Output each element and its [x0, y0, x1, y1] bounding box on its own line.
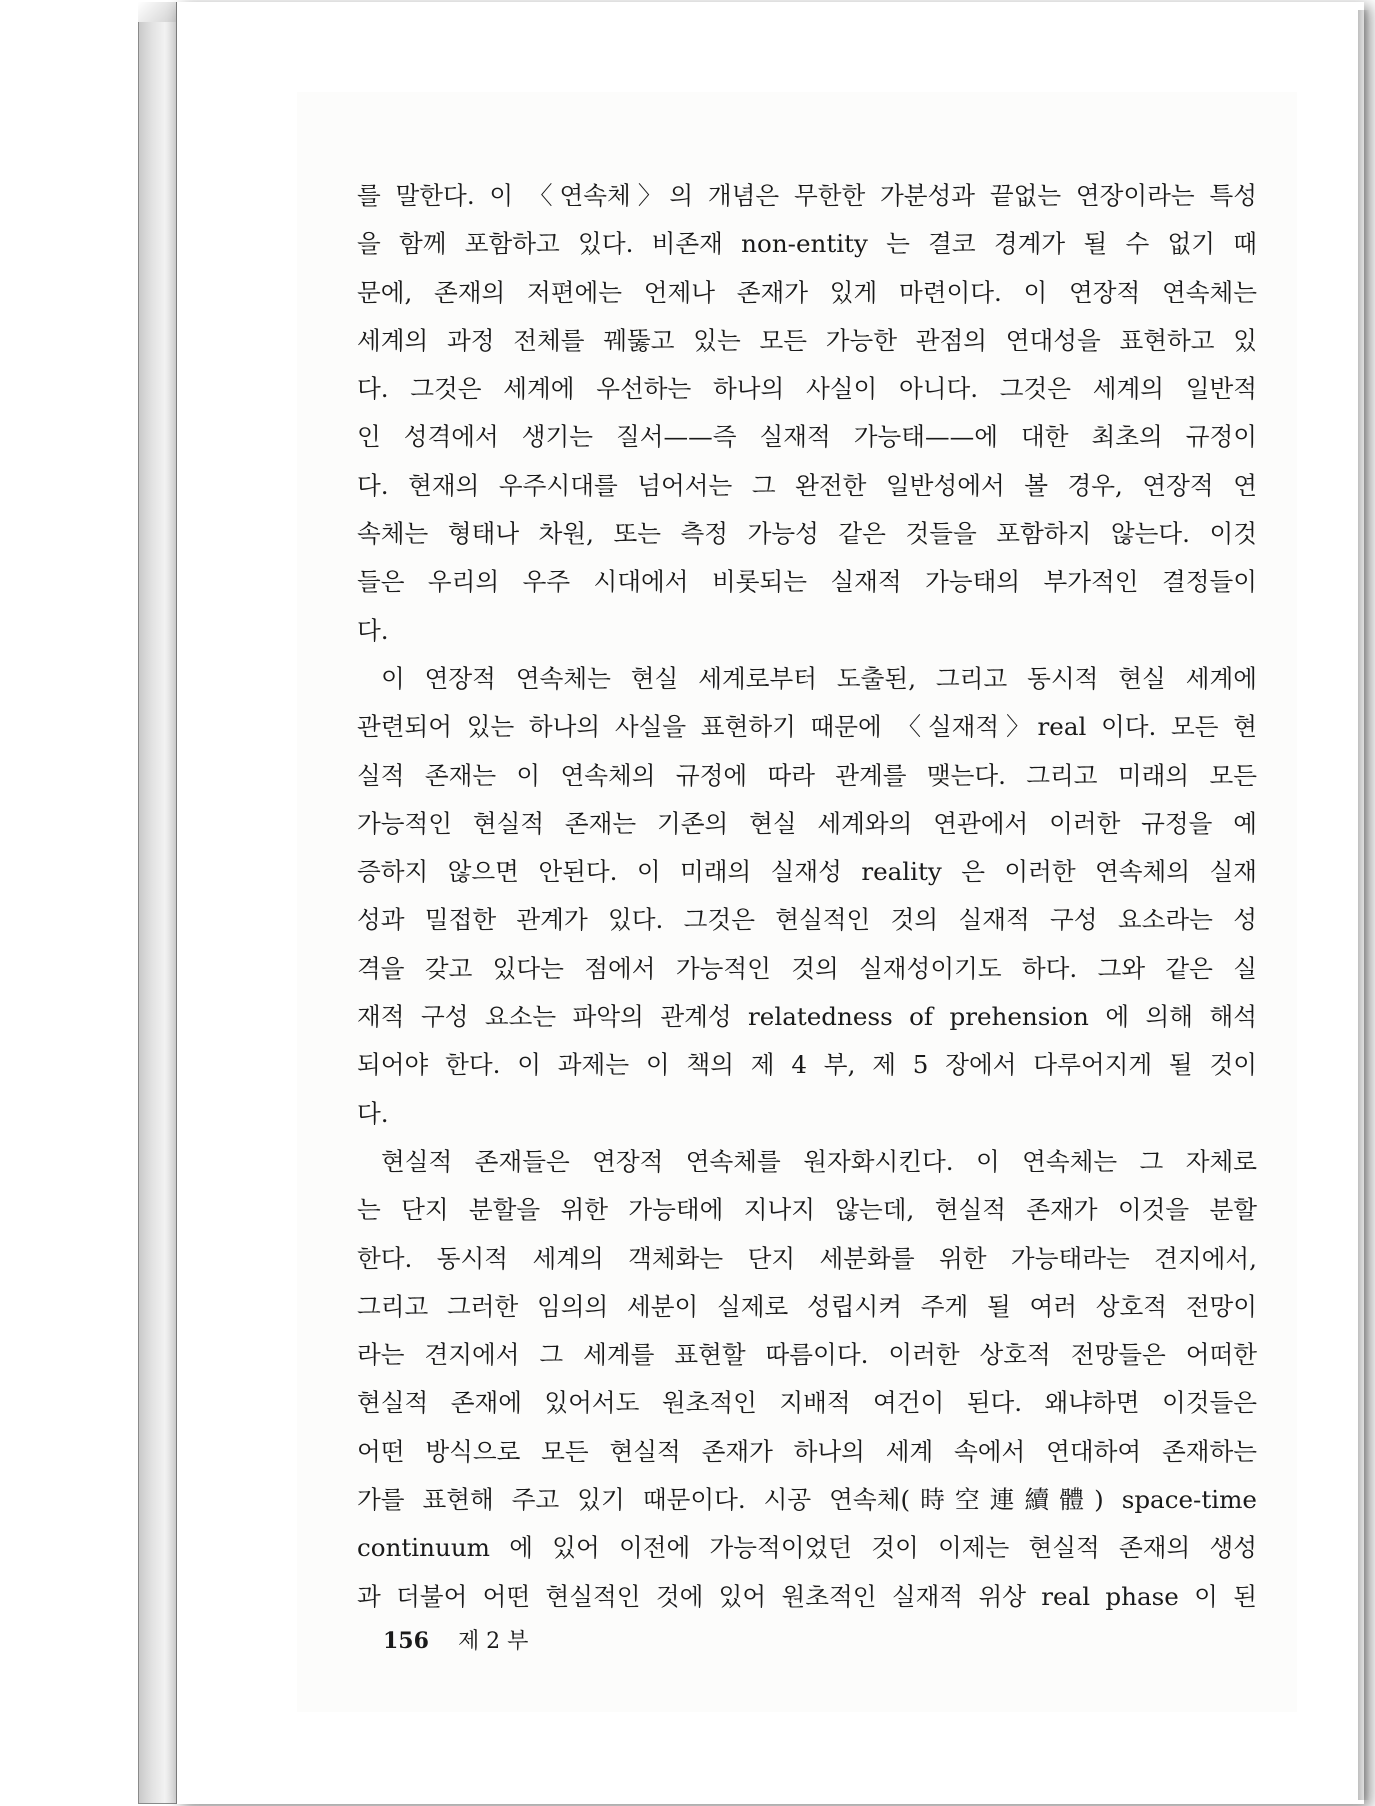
text-line: 세계의 과정 전체를 꿰뚫고 있는 모든 가능한 관점의 연대성을 표현하고 있 [357, 325, 1257, 355]
text-line: continuum 에 있어 이전에 가능적이었던 것이 이제는 현실적 존재의 생성 [357, 1533, 1257, 1563]
text-line: 다. 그것은 세계에 우선하는 하나의 사실이 아니다. 그것은 세계의 일반적 [357, 374, 1257, 404]
text-line: 들은 우리의 우주 시대에서 비롯되는 실재적 가능태의 부가적인 결정들이 [357, 567, 1257, 597]
text-line: 다. 현재의 우주시대를 넘어서는 그 완전한 일반성에서 볼 경우, 연장적 연 [357, 470, 1257, 500]
text-line: 현실적 존재에 있어서도 원초적인 지배적 여건이 된다. 왜냐하면 이것들은 [357, 1388, 1257, 1418]
paragraph-2 [357, 655, 1257, 1138]
text-line: 속체는 형태나 차원, 또는 측정 가능성 같은 것들을 포함하지 않는다. 이것 [357, 519, 1257, 549]
text-line: 과 더불어 어떤 현실적인 것에 있어 원초적인 실재적 위상 real phase 이 된 [357, 1581, 1257, 1611]
text-line: 재적 구성 요소는 파악의 관계성 relatedness of prehension 에 의해 해석 [357, 1002, 1257, 1032]
text-line: 다. [357, 1098, 389, 1128]
text-line: 을 함께 포함하고 있다. 비존재 non-entity 는 결코 경계가 될 수 없기 때 [357, 229, 1257, 259]
text-line: 실적 존재는 이 연속체의 규정에 따라 관계를 맺는다. 그리고 미래의 모든 [357, 760, 1257, 790]
text-line: 증하지 않으면 안된다. 이 미래의 실재성 reality 은 이러한 연속체의 실재 [357, 857, 1257, 887]
text-line: 한다. 동시적 세계의 객체화는 단지 세분화를 위한 가능태라는 견지에서, [357, 1243, 1257, 1273]
text-line: 현실적 존재들은 연장적 연속체를 원자화시킨다. 이 연속체는 그 자체로 [381, 1146, 1257, 1176]
paragraph-1 [357, 172, 1257, 655]
text-line: 가를 표현해 주고 있기 때문이다. 시공 연속체(時空連續體) space-time [357, 1485, 1257, 1515]
page-footer [383, 1624, 528, 1655]
text-line: 격을 갖고 있다는 점에서 가능적인 것의 실재성이기도 하다. 그와 같은 실 [357, 953, 1257, 983]
text-line: 는 단지 분할을 위한 가능태에 지나지 않는데, 현실적 존재가 이것을 분할 [357, 1195, 1257, 1225]
page-number: 156 [383, 1628, 429, 1654]
text-line: 성과 밀접한 관계가 있다. 그것은 현실적인 것의 실재적 구성 요소라는 성 [357, 905, 1257, 935]
text-line: 그리고 그러한 임의의 세분이 실제로 성립시켜 주게 될 여러 상호적 전망이 [357, 1291, 1257, 1321]
text-line: 를 말한다. 이 〈연속체〉의 개념은 무한한 가분성과 끝없는 연장이라는 특성 [357, 181, 1257, 210]
book-page [176, 2, 1364, 1804]
book-spine [138, 2, 176, 1804]
paragraph-3 [357, 1138, 1257, 1621]
book-spine-top [138, 2, 178, 22]
page-body-text [357, 172, 1257, 1621]
text-line: 어떤 방식으로 모든 현실적 존재가 하나의 세계 속에서 연대하여 존재하는 [357, 1436, 1257, 1466]
text-line: 이 연장적 연속체는 현실 세계로부터 도출된, 그리고 동시적 현실 세계에 [381, 663, 1257, 693]
part-label: 제 2 부 [457, 1629, 529, 1654]
page-edge-shadow [1358, 10, 1370, 1800]
text-line: 다. [357, 615, 389, 645]
text-line: 문에, 존재의 저편에는 언제나 존재가 있게 마련이다. 이 연장적 연속체는 [357, 277, 1257, 307]
text-line: 되어야 한다. 이 과제는 이 책의 제 4 부, 제 5 장에서 다루어지게 될 것이 [357, 1050, 1257, 1080]
text-line: 관련되어 있는 하나의 사실을 표현하기 때문에 〈실재적〉real 이다. 모든 현 [357, 712, 1257, 742]
text-line: 가능적인 현실적 존재는 기존의 현실 세계와의 연관에서 이러한 규정을 예 [357, 808, 1257, 838]
text-line: 라는 견지에서 그 세계를 표현할 따름이다. 이러한 상호적 전망들은 어떠한 [357, 1340, 1257, 1370]
text-line: 인 성격에서 생기는 질서——즉 실재적 가능태——에 대한 최초의 규정이 [357, 422, 1257, 452]
